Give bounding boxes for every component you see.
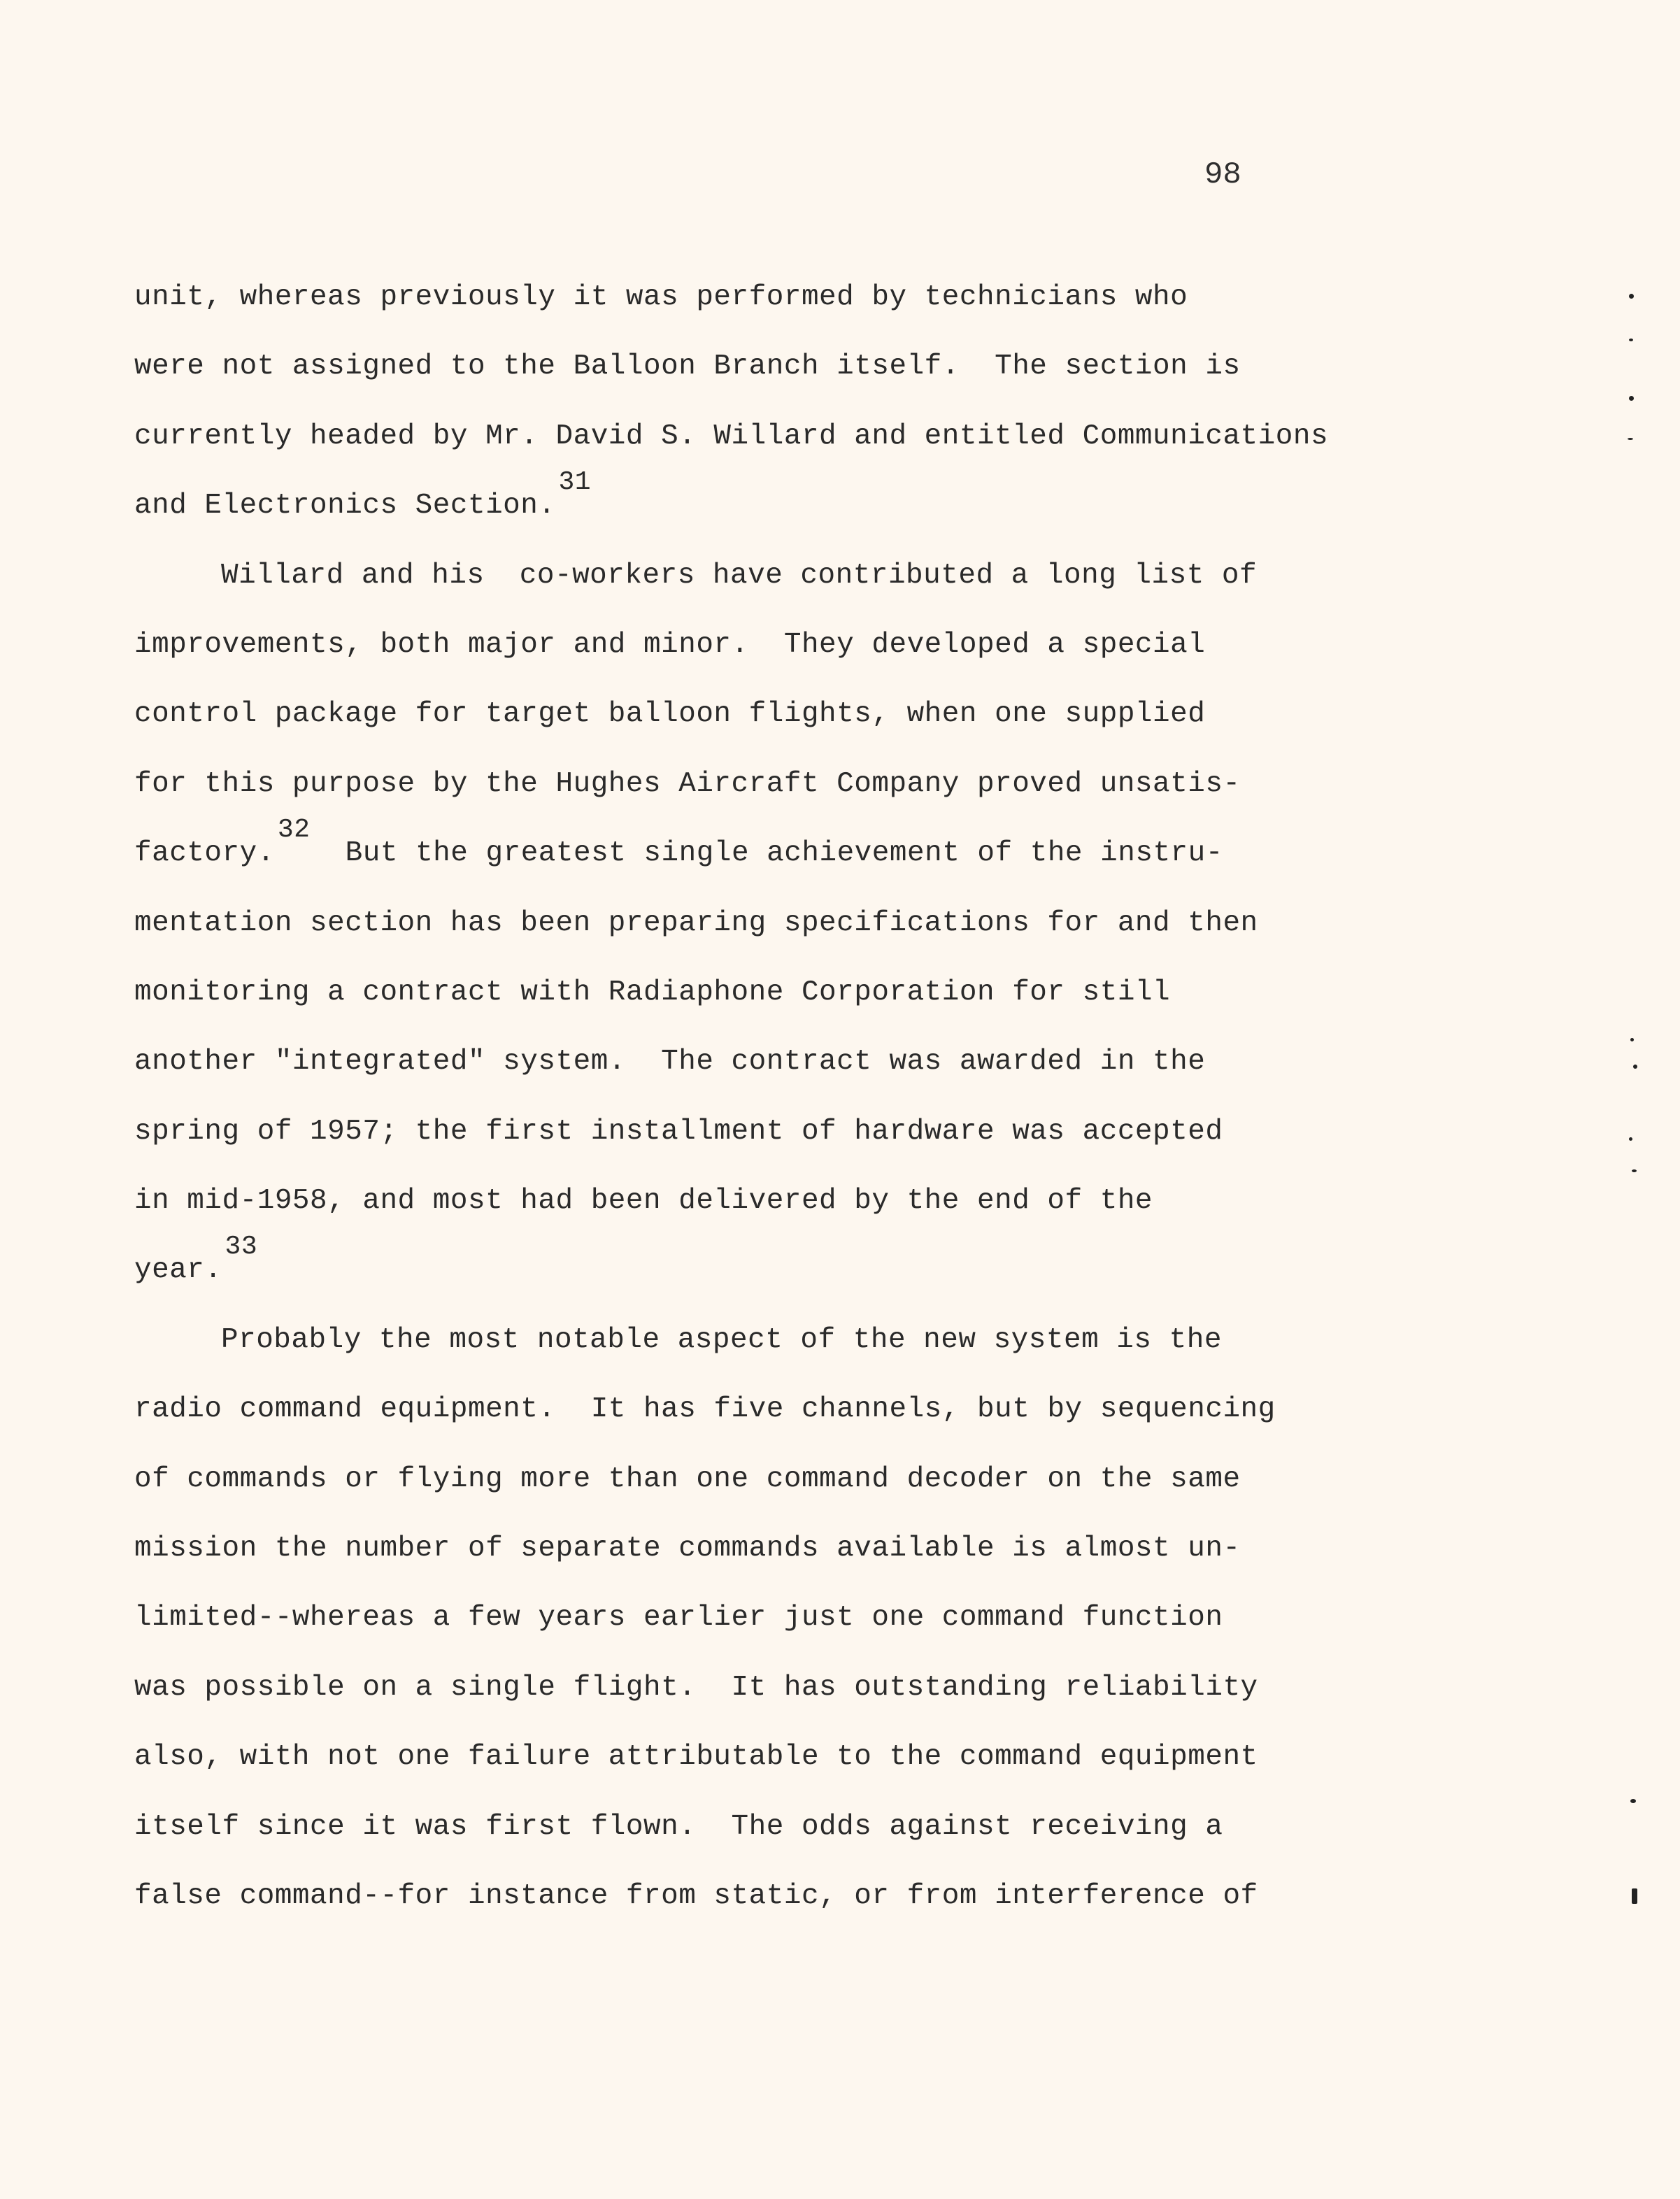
line-text: was possible on a single flight. It has outstanding reliability xyxy=(134,1671,1258,1704)
line-text: false command--for instance from static, or from interference of xyxy=(134,1879,1258,1912)
text-line xyxy=(134,1167,1379,1236)
text-line xyxy=(134,1306,1379,1375)
line-text: monitoring a contract with Radiaphone Corporation for still xyxy=(134,976,1171,1009)
text-line xyxy=(134,750,1379,819)
margin-mark xyxy=(1630,1799,1636,1803)
text-line xyxy=(134,1375,1379,1444)
margin-mark xyxy=(1629,294,1634,299)
line-text: of commands or flying more than one command decoder on the same xyxy=(134,1463,1241,1495)
line-text: Probably the most notable aspect of the new system is the xyxy=(221,1323,1222,1356)
text-line xyxy=(134,1027,1379,1097)
text-line xyxy=(134,541,1379,611)
margin-mark xyxy=(1629,396,1634,401)
margin-mark xyxy=(1632,1169,1637,1172)
line-text: and Electronics Section. xyxy=(134,490,556,522)
text-line xyxy=(134,402,1379,471)
line-text: currently headed by Mr. David S. Willard and entitled Communications xyxy=(134,420,1329,453)
line-text: improvements, both major and minor. They developed a special xyxy=(134,628,1206,661)
body-text xyxy=(134,263,1379,1931)
line-text: spring of 1957; the first installment of hardware was accepted xyxy=(134,1115,1223,1148)
footnote-marker: 31 xyxy=(558,467,592,498)
line-text: factory. xyxy=(134,837,275,870)
text-line xyxy=(134,958,1379,1027)
text-line xyxy=(134,1097,1379,1167)
margin-mark xyxy=(1628,438,1633,440)
text-line xyxy=(134,1793,1379,1862)
text-line xyxy=(134,1862,1379,1931)
text-line xyxy=(134,680,1379,749)
page-number: 98 xyxy=(1204,157,1241,192)
line-text: for this purpose by the Hughes Aircraft Company proved unsatis- xyxy=(134,767,1241,800)
text-line xyxy=(134,332,1379,401)
text-line xyxy=(134,467,1379,541)
line-text: mission the number of separate commands available is almost un- xyxy=(134,1532,1241,1565)
footnote-marker: 32 xyxy=(277,815,311,846)
line-text: year. xyxy=(134,1254,222,1287)
line-text: control package for target balloon flights, when one supplied xyxy=(134,698,1206,731)
line-text: another "integrated" system. The contract was awarded in the xyxy=(134,1046,1206,1079)
text-line xyxy=(134,263,1379,332)
line-text: in mid-1958, and most had been delivered by the end of the xyxy=(134,1185,1153,1218)
line-text: mentation section has been preparing specifications for and then xyxy=(134,906,1258,939)
line-text: unit, whereas previously it was performed by technicians who xyxy=(134,281,1188,313)
text-line xyxy=(134,1514,1379,1584)
text-line xyxy=(134,1445,1379,1514)
footnote-marker: 33 xyxy=(225,1232,258,1262)
text-line xyxy=(134,1723,1379,1792)
line-text: were not assigned to the Balloon Branch itself. The section is xyxy=(134,350,1241,383)
line-text: also, with not one failure attributable to the command equipment xyxy=(134,1741,1258,1774)
line-text: Willard and his co-workers have contributed a long list of xyxy=(221,559,1258,592)
margin-mark xyxy=(1629,1137,1632,1141)
line-text: radio command equipment. It has five channels, but by sequencing xyxy=(134,1393,1276,1426)
margin-mark xyxy=(1629,339,1633,341)
margin-mark xyxy=(1633,1065,1637,1069)
text-line xyxy=(134,1584,1379,1653)
margin-mark xyxy=(1630,1038,1634,1041)
text-line xyxy=(134,889,1379,958)
text-line xyxy=(134,815,1379,888)
line-text: itself since it was first flown. The odds against receiving a xyxy=(134,1810,1223,1843)
line-text-continued: But the greatest single achievement of the instru- xyxy=(310,837,1223,870)
text-line xyxy=(134,1653,1379,1723)
line-text: limited--whereas a few years earlier just one command function xyxy=(134,1602,1223,1635)
text-line xyxy=(134,1232,1379,1305)
margin-mark xyxy=(1632,1888,1637,1904)
text-line xyxy=(134,611,1379,680)
